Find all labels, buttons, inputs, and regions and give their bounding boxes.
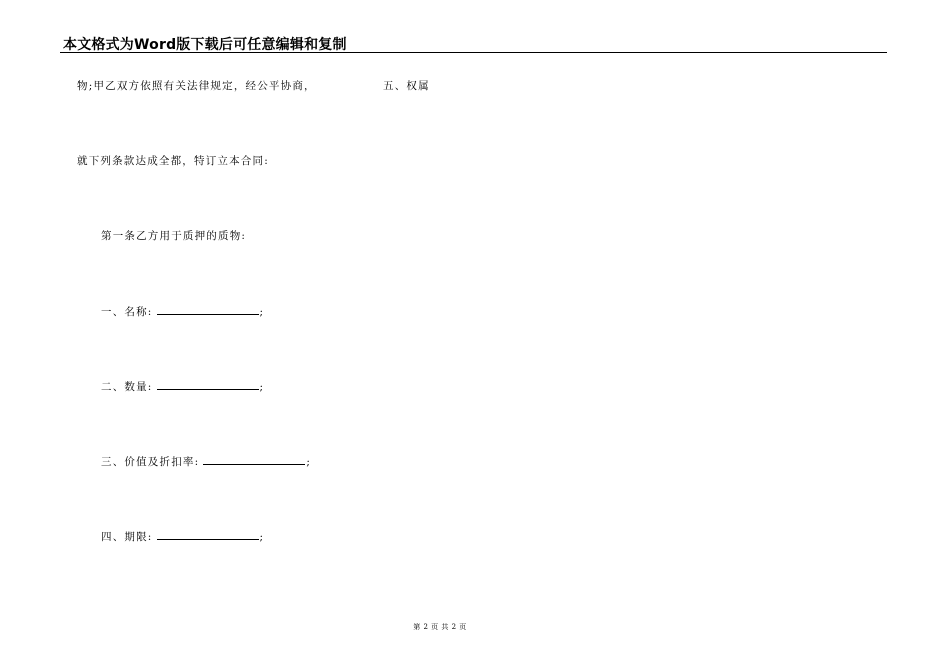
field-label-value: 三、价值及折扣率: — [101, 456, 200, 468]
blank-line-value — [203, 453, 305, 465]
page-number: 第 2 页 共 2 页 — [413, 623, 467, 631]
document-header-title: 本文格式为Word版下载后可任意编辑和复制 — [63, 37, 347, 53]
article-one-heading: 第一条乙方用于质押的质物: — [101, 230, 247, 242]
field-label-name: 一、名称: — [101, 306, 153, 318]
field-terminator: ; — [259, 381, 265, 393]
blank-line-quantity — [157, 378, 259, 390]
blank-line-name — [157, 303, 259, 315]
field-label-quantity: 二、数量: — [101, 381, 153, 393]
field-row-name — [101, 303, 264, 319]
section-heading-ownership: 五、权属 — [383, 80, 430, 92]
field-row-term — [101, 528, 264, 544]
field-row-quantity — [101, 378, 264, 394]
field-terminator: ; — [259, 306, 265, 318]
blank-line-term — [157, 528, 259, 540]
field-terminator: ; — [306, 456, 312, 468]
field-label-term: 四、期限: — [101, 531, 153, 543]
paragraph-line-1: 物;甲乙双方依照有关法律规定，经公平协商， — [77, 80, 316, 92]
header-divider — [60, 52, 887, 53]
paragraph-line-2: 就下列条款达成全都，特订立本合同: — [77, 155, 269, 167]
field-terminator: ; — [259, 531, 265, 543]
field-row-value — [101, 453, 311, 469]
